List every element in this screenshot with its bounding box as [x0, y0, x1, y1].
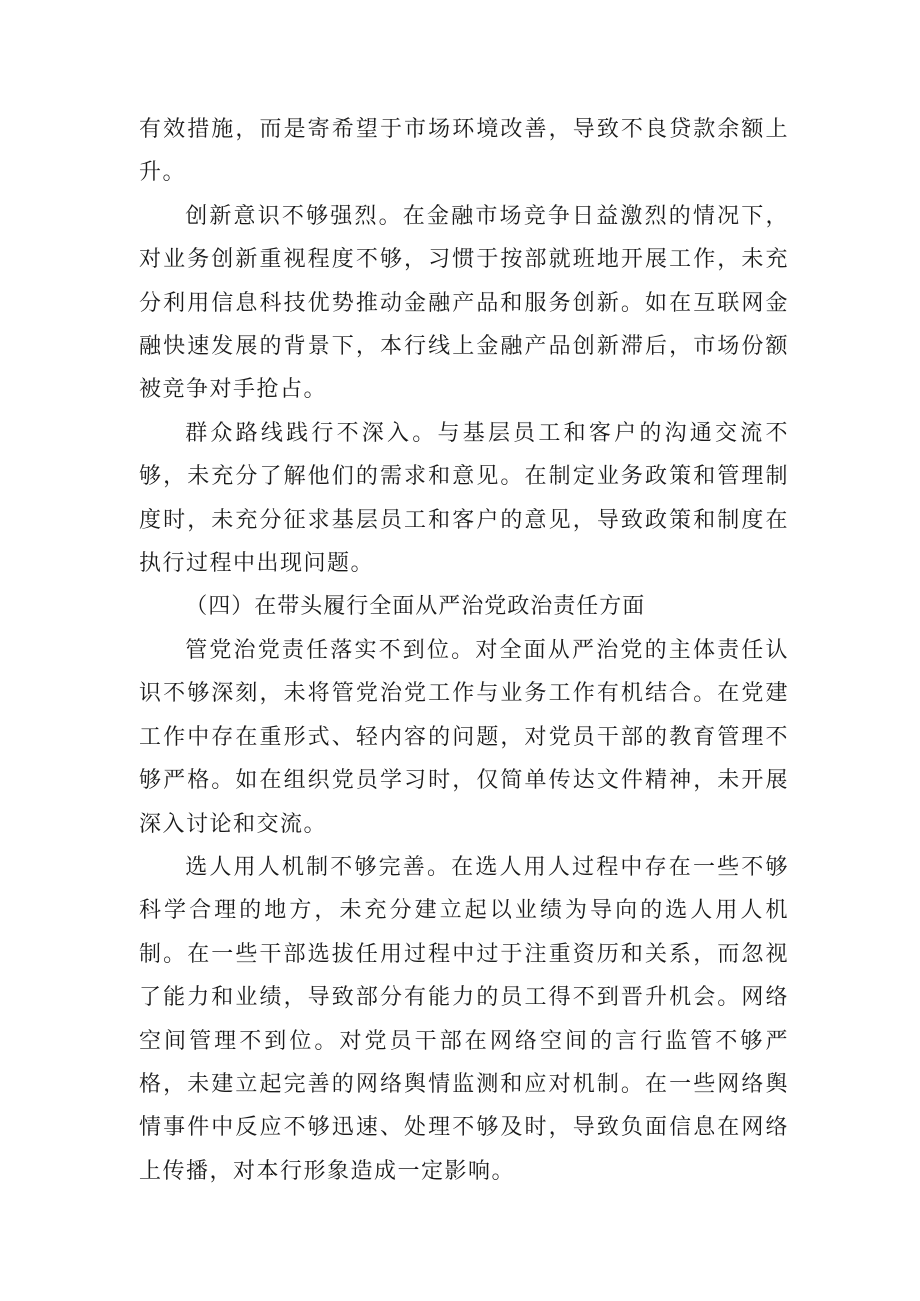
- paragraph-continuation: 有效措施，而是寄希望于市场环境改善，导致不良贷款余额上升。: [139, 117, 789, 186]
- paragraph-mass-line: 群众路线践行不深入。与基层员工和客户的沟通交流不够，未充分了解他们的需求和意见。在制定业务政策和管理制度时，未充分征求基层员工和客户的意见，导致政策和制度在执行过程中出现问题。: [139, 420, 789, 577]
- document-page: [139, 108, 789, 1193]
- paragraph-party-responsibility: 管党治党责任落实不到位。对全面从严治党的主体责任认识不够深刻，未将管党治党工作与业务工作有机结合。在党建工作中存在重形式、轻内容的问题，对党员干部的教育管理不够严格。如在组织党员学习时，仅简单传达文件精神，未开展深入讨论和交流。: [139, 637, 789, 837]
- section-heading: （四）在带头履行全面从严治党政治责任方面: [185, 594, 646, 620]
- paragraph-innovation: 创新意识不够强烈。在金融市场竞争日益激烈的情况下，对业务创新重视程度不够，习惯于按部就班地开展工作，未充分利用信息科技优势推动金融产品和服务创新。如在互联网金融快速发展的背景下，本行线上金融产品创新滞后，市场份额被竞争对手抢占。: [139, 203, 789, 403]
- paragraph-personnel-mechanism: 选人用人机制不够完善。在选人用人过程中存在一些不够科学合理的地方，未充分建立起以业绩为导向的选人用人机制。在一些干部选拔任用过程中过于注重资历和关系，而忽视了能力和业绩，导致部分有能力的员工得不到晋升机会。网络空间管理不到位。对党员干部在网络空间的言行监管不够严格，未建立起完善的网络舆情监测和应对机制。在一些网络舆情事件中反应不够迅速、处理不够及时，导致负面信息在网络上传播，对本行形象造成一定影响。: [139, 854, 789, 1184]
